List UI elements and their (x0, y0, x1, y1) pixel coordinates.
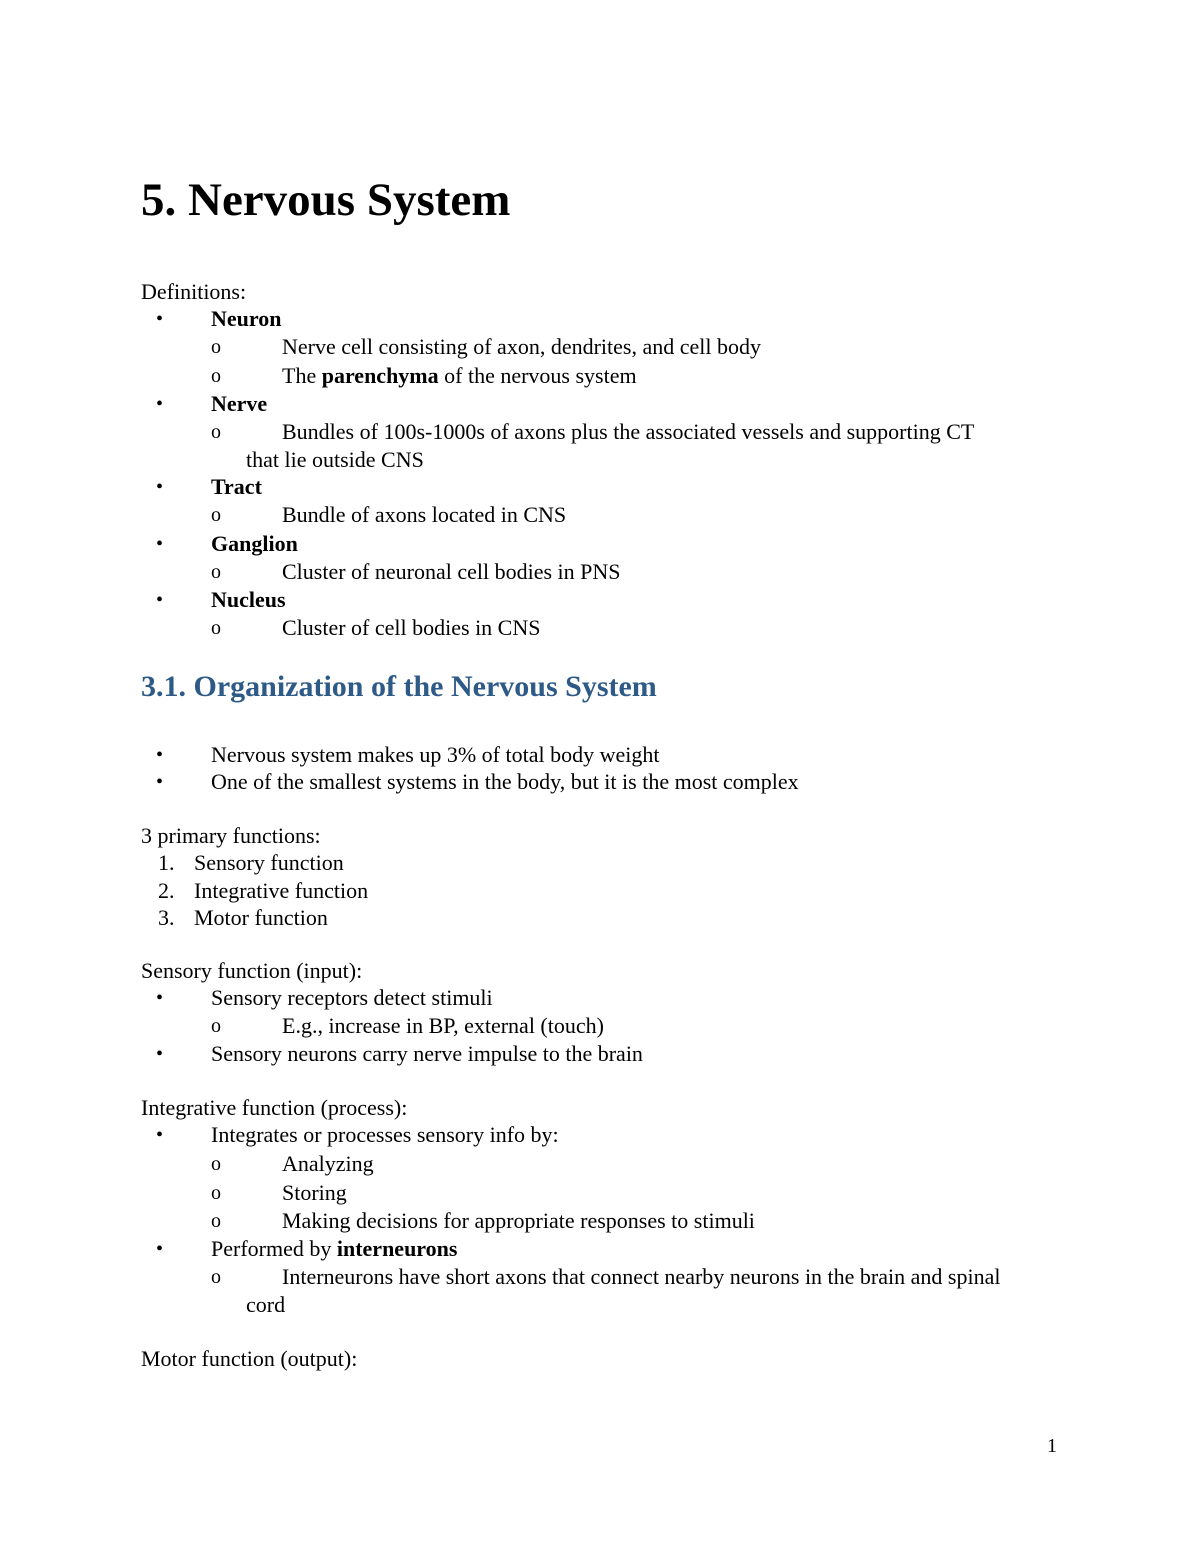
list-number: 2. (158, 878, 175, 903)
term-tract: Tract (211, 474, 262, 499)
sub-bullet-icon: o (211, 617, 221, 639)
definition-text: Nerve cell consisting of axon, dendrites, and cell body (282, 334, 761, 359)
definitions-heading: Definitions: (141, 279, 247, 304)
bullet-icon: • (156, 393, 164, 415)
definition-text: Bundle of axons located in CNS (282, 502, 567, 527)
bullet-icon: • (156, 308, 164, 330)
list-item: Sensory neurons carry nerve impulse to the brain (211, 1041, 643, 1066)
bullet-icon: • (156, 476, 164, 498)
sub-bullet-icon: o (211, 336, 221, 358)
list-item: Interneurons have short axons that connect nearby neurons in the brain and spinal (282, 1264, 1001, 1289)
definition-text: Cluster of cell bodies in CNS (282, 615, 541, 640)
bullet-icon: • (156, 1124, 164, 1146)
list-item: Nervous system makes up 3% of total body weight (211, 742, 660, 767)
list-item: Integrates or processes sensory info by: (211, 1122, 559, 1147)
bullet-icon: • (156, 589, 164, 611)
list-item: Sensory receptors detect stimuli (211, 985, 493, 1010)
list-item: E.g., increase in BP, external (touch) (282, 1013, 604, 1038)
sub-bullet-icon: o (211, 1153, 221, 1175)
page-title: 5. Nervous System (141, 174, 511, 226)
section-heading: 3.1. Organization of the Nervous System (141, 670, 657, 703)
sub-bullet-icon: o (211, 365, 221, 387)
sub-bullet-icon: o (211, 421, 221, 443)
bullet-icon: • (156, 1043, 164, 1065)
list-item: Making decisions for appropriate responses to stimuli (282, 1208, 755, 1233)
page-number: 1 (1047, 1435, 1057, 1457)
list-item: Sensory function (194, 850, 344, 875)
bullet-icon: • (156, 987, 164, 1009)
list-item: cord (246, 1292, 286, 1317)
integrative-heading: Integrative function (process): (141, 1095, 408, 1120)
term-ganglion: Ganglion (211, 531, 298, 556)
list-item: Performed by interneurons (211, 1236, 458, 1261)
definition-text: that lie outside CNS (246, 447, 424, 472)
list-item: Integrative function (194, 878, 369, 903)
sub-bullet-icon: o (211, 1182, 221, 1204)
sub-bullet-icon: o (211, 504, 221, 526)
motor-heading: Motor function (output): (141, 1346, 358, 1371)
sub-bullet-icon: o (211, 1015, 221, 1037)
sensory-heading: Sensory function (input): (141, 958, 363, 983)
bullet-icon: • (156, 533, 164, 555)
term-nucleus: Nucleus (211, 587, 286, 612)
bullet-icon: • (156, 744, 164, 766)
list-item: Storing (282, 1180, 347, 1205)
primary-functions-heading: 3 primary functions: (141, 823, 321, 848)
bullet-icon: • (156, 1238, 164, 1260)
list-number: 1. (158, 850, 175, 875)
sub-bullet-icon: o (211, 1210, 221, 1232)
sub-bullet-icon: o (211, 1266, 221, 1288)
definition-text: The parenchyma of the nervous system (282, 363, 637, 388)
bullet-icon: • (156, 771, 164, 793)
term-neuron: Neuron (211, 306, 282, 331)
definition-text: Cluster of neuronal cell bodies in PNS (282, 559, 621, 584)
list-item: Motor function (194, 905, 328, 930)
list-number: 3. (158, 905, 175, 930)
term-nerve: Nerve (211, 391, 268, 416)
list-item: One of the smallest systems in the body, but it is the most complex (211, 769, 799, 794)
definition-text: Bundles of 100s-1000s of axons plus the associated vessels and supporting CT (282, 419, 975, 444)
list-item: Analyzing (282, 1151, 374, 1176)
sub-bullet-icon: o (211, 561, 221, 583)
